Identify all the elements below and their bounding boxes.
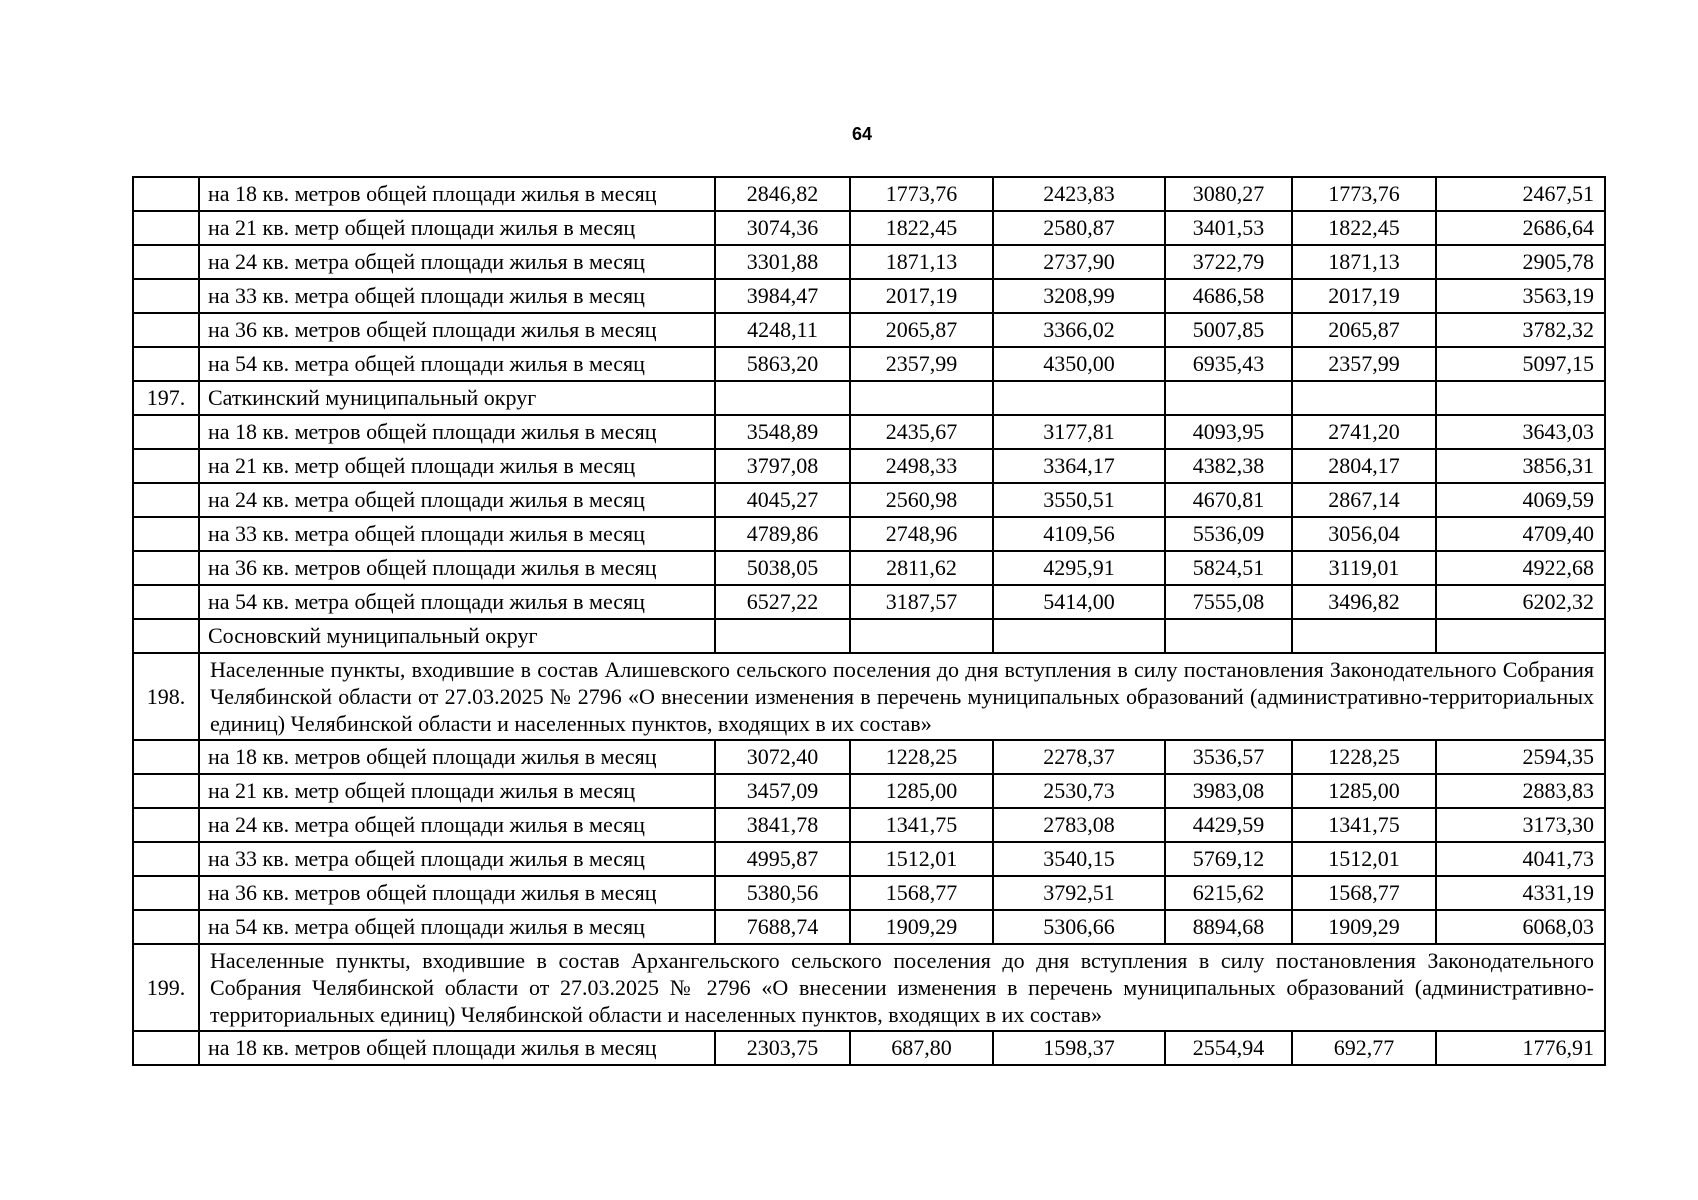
row-label: на 18 кв. метров общей площади жилья в месяц (199, 177, 715, 211)
value-cell: 3072,40 (715, 740, 850, 774)
row-index (133, 585, 199, 619)
value-cell: 4686,58 (1165, 279, 1292, 313)
value-cell (715, 619, 850, 653)
value-cell (850, 381, 993, 415)
value-cell: 3550,51 (993, 483, 1165, 517)
value-cell: 4093,95 (1165, 415, 1292, 449)
table-body (133, 177, 1605, 1065)
value-cell (850, 619, 993, 653)
table-row (133, 910, 1605, 944)
value-cell: 2560,98 (850, 483, 993, 517)
value-cell: 4045,27 (715, 483, 850, 517)
row-label: на 54 кв. метра общей площади жилья в месяц (199, 347, 715, 381)
value-cell: 2883,83 (1436, 774, 1605, 808)
row-label: на 36 кв. метров общей площади жилья в месяц (199, 876, 715, 910)
row-label: на 18 кв. метров общей площади жилья в месяц (199, 740, 715, 774)
value-cell: 3301,88 (715, 245, 850, 279)
table-row (133, 1031, 1605, 1065)
row-index (133, 842, 199, 876)
value-cell: 5038,05 (715, 551, 850, 585)
value-cell: 1228,25 (850, 740, 993, 774)
row-label: на 21 кв. метр общей площади жилья в месяц (199, 449, 715, 483)
value-cell: 6202,32 (1436, 585, 1605, 619)
value-cell: 3173,30 (1436, 808, 1605, 842)
row-label: на 54 кв. метра общей площади жилья в месяц (199, 585, 715, 619)
value-cell: 4331,19 (1436, 876, 1605, 910)
value-cell: 3457,09 (715, 774, 850, 808)
value-cell: 2737,90 (993, 245, 1165, 279)
value-cell: 5536,09 (1165, 517, 1292, 551)
row-index (133, 774, 199, 808)
value-cell: 5863,20 (715, 347, 850, 381)
value-cell: 4041,73 (1436, 842, 1605, 876)
value-cell: 1228,25 (1292, 740, 1436, 774)
value-cell: 3548,89 (715, 415, 850, 449)
row-index (133, 449, 199, 483)
table-row (133, 740, 1605, 774)
table-row (133, 313, 1605, 347)
value-cell: 4382,38 (1165, 449, 1292, 483)
value-cell: 7555,08 (1165, 585, 1292, 619)
value-cell: 1341,75 (850, 808, 993, 842)
value-cell: 2580,87 (993, 211, 1165, 245)
row-label: на 33 кв. метра общей площади жилья в месяц (199, 517, 715, 551)
value-cell: 3841,78 (715, 808, 850, 842)
value-cell: 8894,68 (1165, 910, 1292, 944)
value-cell (715, 381, 850, 415)
table-row (133, 774, 1605, 808)
value-cell: 3080,27 (1165, 177, 1292, 211)
value-cell: 4069,59 (1436, 483, 1605, 517)
table-row (133, 347, 1605, 381)
value-cell: 3792,51 (993, 876, 1165, 910)
value-cell: 2905,78 (1436, 245, 1605, 279)
table-row (133, 279, 1605, 313)
value-cell (1292, 381, 1436, 415)
row-index (133, 279, 199, 313)
value-cell: 1871,13 (850, 245, 993, 279)
value-cell: 3782,32 (1436, 313, 1605, 347)
value-cell: 2748,96 (850, 517, 993, 551)
table-row (133, 585, 1605, 619)
value-cell: 5380,56 (715, 876, 850, 910)
value-cell: 4995,87 (715, 842, 850, 876)
row-index (133, 808, 199, 842)
value-cell: 2357,99 (850, 347, 993, 381)
row-label: на 21 кв. метр общей площади жилья в месяц (199, 211, 715, 245)
value-cell: 5824,51 (1165, 551, 1292, 585)
value-cell: 2303,75 (715, 1031, 850, 1065)
value-cell: 1909,29 (850, 910, 993, 944)
value-cell (1165, 619, 1292, 653)
value-cell: 4670,81 (1165, 483, 1292, 517)
value-cell: 2498,33 (850, 449, 993, 483)
value-cell: 2554,94 (1165, 1031, 1292, 1065)
row-label: на 18 кв. метров общей площади жилья в месяц (199, 1031, 715, 1065)
value-cell: 4350,00 (993, 347, 1165, 381)
value-cell: 2594,35 (1436, 740, 1605, 774)
page-number: 64 (851, 124, 873, 144)
value-cell: 2017,19 (850, 279, 993, 313)
row-label: на 36 кв. метров общей площади жилья в месяц (199, 551, 715, 585)
row-label: на 18 кв. метров общей площади жилья в месяц (199, 415, 715, 449)
value-cell: 1285,00 (1292, 774, 1436, 808)
row-label: на 36 кв. метров общей площади жилья в месяц (199, 313, 715, 347)
value-cell: 1512,01 (1292, 842, 1436, 876)
value-cell: 3496,82 (1292, 585, 1436, 619)
value-cell: 2783,08 (993, 808, 1165, 842)
row-label: Саткинский муниципальный округ (199, 381, 715, 415)
heading-row (133, 381, 1605, 415)
value-cell: 1598,37 (993, 1031, 1165, 1065)
row-label: на 24 кв. метра общей площади жилья в месяц (199, 483, 715, 517)
value-cell: 3797,08 (715, 449, 850, 483)
table-row (133, 483, 1605, 517)
value-cell: 3983,08 (1165, 774, 1292, 808)
value-cell: 2423,83 (993, 177, 1165, 211)
value-cell: 3208,99 (993, 279, 1165, 313)
row-index (133, 313, 199, 347)
value-cell: 1871,13 (1292, 245, 1436, 279)
row-index: 198. (133, 653, 199, 740)
table-row (133, 876, 1605, 910)
row-label: на 24 кв. метра общей площади жилья в месяц (199, 245, 715, 279)
value-cell: 2686,64 (1436, 211, 1605, 245)
table-row (133, 211, 1605, 245)
value-cell (1436, 619, 1605, 653)
row-index (133, 876, 199, 910)
value-cell: 2867,14 (1292, 483, 1436, 517)
value-cell: 1285,00 (850, 774, 993, 808)
value-cell: 692,77 (1292, 1031, 1436, 1065)
value-cell: 3366,02 (993, 313, 1165, 347)
value-cell: 687,80 (850, 1031, 993, 1065)
value-cell: 6527,22 (715, 585, 850, 619)
table-row (133, 245, 1605, 279)
value-cell: 2846,82 (715, 177, 850, 211)
row-label: на 24 кв. метра общей площади жилья в месяц (199, 808, 715, 842)
value-cell: 4429,59 (1165, 808, 1292, 842)
value-cell: 5306,66 (993, 910, 1165, 944)
section-description: Населенные пункты, входившие в состав Архангельского сельского поселения до дня вступления в силу постановления Законодательного Собрания Челябинской области от 27.03.2025 № 2796 «О внесении изменения в перечень муниципальных образований (административно-территориальных единиц) Челябинской области и населенных пунктов, входящих в их состав» (199, 944, 1605, 1031)
value-cell: 4248,11 (715, 313, 850, 347)
row-index (133, 211, 199, 245)
value-cell: 3401,53 (1165, 211, 1292, 245)
value-cell: 1568,77 (1292, 876, 1436, 910)
value-cell: 1822,45 (1292, 211, 1436, 245)
value-cell: 1512,01 (850, 842, 993, 876)
value-cell: 2804,17 (1292, 449, 1436, 483)
section-row (133, 653, 1605, 740)
table-row (133, 808, 1605, 842)
value-cell: 3177,81 (993, 415, 1165, 449)
table-row (133, 449, 1605, 483)
tariff-table (132, 176, 1606, 1066)
row-index (133, 619, 199, 653)
value-cell: 1776,91 (1436, 1031, 1605, 1065)
value-cell: 2065,87 (850, 313, 993, 347)
row-label: на 33 кв. метра общей площади жилья в месяц (199, 842, 715, 876)
row-label: на 54 кв. метра общей площади жилья в месяц (199, 910, 715, 944)
value-cell: 3984,47 (715, 279, 850, 313)
value-cell: 2811,62 (850, 551, 993, 585)
value-cell (993, 381, 1165, 415)
row-index (133, 483, 199, 517)
value-cell: 3856,31 (1436, 449, 1605, 483)
row-index (133, 517, 199, 551)
table-row (133, 415, 1605, 449)
row-index (133, 740, 199, 774)
value-cell: 2065,87 (1292, 313, 1436, 347)
value-cell: 4789,86 (715, 517, 850, 551)
value-cell: 4709,40 (1436, 517, 1605, 551)
value-cell (1292, 619, 1436, 653)
value-cell: 2357,99 (1292, 347, 1436, 381)
value-cell: 2278,37 (993, 740, 1165, 774)
row-index (133, 177, 199, 211)
row-index: 197. (133, 381, 199, 415)
value-cell: 2530,73 (993, 774, 1165, 808)
value-cell: 3187,57 (850, 585, 993, 619)
row-label: на 33 кв. метра общей площади жилья в месяц (199, 279, 715, 313)
row-index (133, 415, 199, 449)
value-cell: 2741,20 (1292, 415, 1436, 449)
value-cell: 1341,75 (1292, 808, 1436, 842)
value-cell: 1568,77 (850, 876, 993, 910)
value-cell: 3074,36 (715, 211, 850, 245)
value-cell: 3540,15 (993, 842, 1165, 876)
row-label: на 21 кв. метр общей площади жилья в месяц (199, 774, 715, 808)
value-cell (1165, 381, 1292, 415)
table-row (133, 842, 1605, 876)
row-index (133, 245, 199, 279)
value-cell (993, 619, 1165, 653)
value-cell: 3056,04 (1292, 517, 1436, 551)
heading-row (133, 619, 1605, 653)
table-row (133, 517, 1605, 551)
value-cell: 6068,03 (1436, 910, 1605, 944)
value-cell: 3536,57 (1165, 740, 1292, 774)
value-cell: 3364,17 (993, 449, 1165, 483)
value-cell: 4109,56 (993, 517, 1165, 551)
section-row (133, 944, 1605, 1031)
value-cell: 1773,76 (1292, 177, 1436, 211)
value-cell: 3722,79 (1165, 245, 1292, 279)
value-cell: 1909,29 (1292, 910, 1436, 944)
row-index (133, 551, 199, 585)
value-cell: 5097,15 (1436, 347, 1605, 381)
value-cell: 7688,74 (715, 910, 850, 944)
value-cell: 3643,03 (1436, 415, 1605, 449)
value-cell: 3119,01 (1292, 551, 1436, 585)
row-label: Сосновский муниципальный округ (199, 619, 715, 653)
value-cell: 4295,91 (993, 551, 1165, 585)
value-cell: 2017,19 (1292, 279, 1436, 313)
value-cell: 6215,62 (1165, 876, 1292, 910)
table-row (133, 551, 1605, 585)
value-cell: 5414,00 (993, 585, 1165, 619)
value-cell: 1773,76 (850, 177, 993, 211)
value-cell: 6935,43 (1165, 347, 1292, 381)
row-index: 199. (133, 944, 199, 1031)
value-cell: 5007,85 (1165, 313, 1292, 347)
value-cell: 4922,68 (1436, 551, 1605, 585)
value-cell: 1822,45 (850, 211, 993, 245)
value-cell: 3563,19 (1436, 279, 1605, 313)
value-cell: 2467,51 (1436, 177, 1605, 211)
value-cell: 5769,12 (1165, 842, 1292, 876)
row-index (133, 347, 199, 381)
value-cell (1436, 381, 1605, 415)
table-row (133, 177, 1605, 211)
section-description: Населенные пункты, входившие в состав Алишевского сельского поселения до дня вступления в силу постановления Законодательного Собрания Челябинской области от 27.03.2025 № 2796 «О внесении изменения в перечень муниципальных образований (административно-территориальных единиц) Челябинской области и населенных пунктов, входящих в их состав» (199, 653, 1605, 740)
row-index (133, 1031, 199, 1065)
value-cell: 2435,67 (850, 415, 993, 449)
row-index (133, 910, 199, 944)
